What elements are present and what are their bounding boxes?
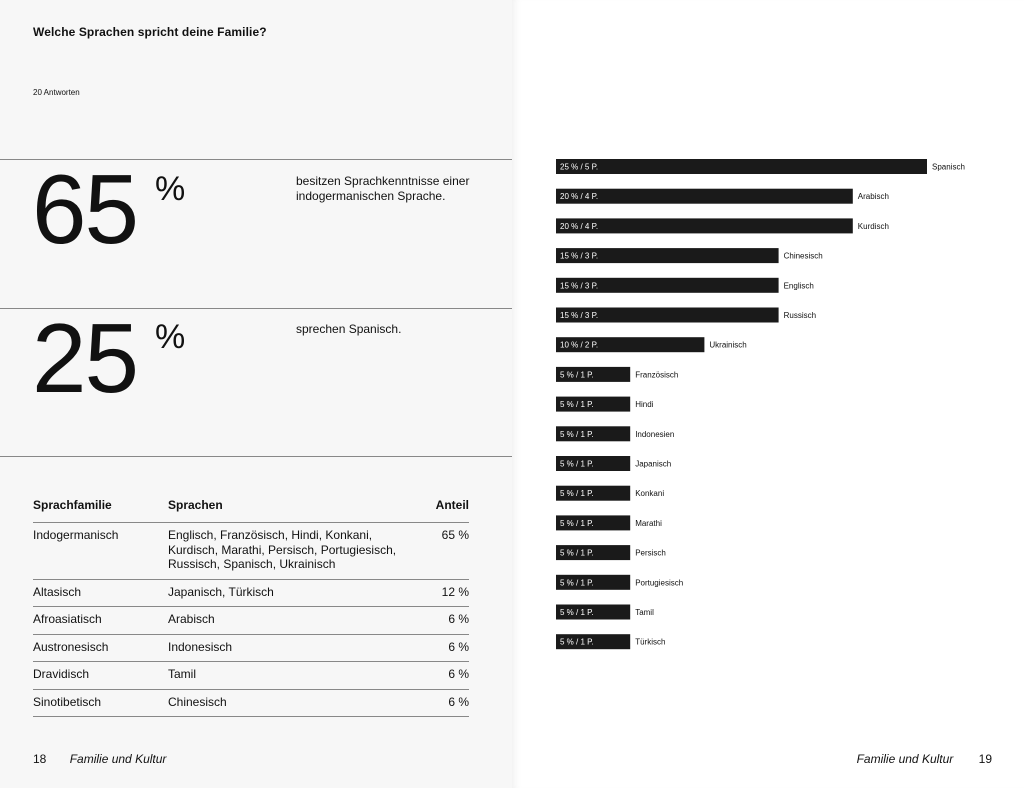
cell-share: 6 % [409,662,469,690]
cell-family: Dravidisch [33,662,168,690]
category-label: Russisch [783,311,817,320]
bar-value-label: 15 % / 3 P. [560,281,599,291]
cell-share: 12 % [409,579,469,607]
table-row [33,662,469,690]
category-label: Indonesien [635,429,675,439]
cell-languages: Indonesisch [168,634,409,662]
language-bar-chart [512,150,1024,660]
bar-value-label: 10 % / 2 P. [560,340,599,350]
cell-share: 65 % [409,523,469,580]
language-family-table [33,498,469,717]
bar-arabisch [556,189,853,204]
section-title: Familie und Kultur [69,752,167,766]
bar-spanisch [556,159,927,174]
bar-value-label: 5 % / 1 P. [560,400,594,410]
table-row [33,689,469,717]
category-label: Spanisch [932,162,965,172]
category-label: Hindi [635,400,654,410]
category-label: Ukrainisch [709,340,747,350]
category-label: Chinesisch [783,251,823,261]
cell-languages: Tamil [168,662,409,690]
category-label: Tamil [635,608,654,617]
category-label: Persisch [635,548,666,558]
response-count: 20 Antworten [33,88,80,97]
question-title: Welche Sprachen spricht deine Familie? [33,25,267,39]
stat2-unit: % [155,318,186,356]
bar-value-label: 25 % / 5 P. [560,162,599,172]
bar-value-label: 20 % / 4 P. [560,221,599,231]
cell-share: 6 % [409,634,469,662]
column-header-family: Sprachfamilie [33,498,168,523]
bar-value-label: 5 % / 1 P. [560,370,594,380]
category-label: Kurdisch [857,221,889,231]
stat1-value: 65 [32,154,138,264]
table-row [33,607,469,635]
cell-family: Indogermanisch [33,523,168,580]
stat1-text: besitzen Sprachkenntnisse einer indogermanischen Sprache. [296,174,470,203]
table-row [33,634,469,662]
stat2-value: 25 [32,303,138,413]
cell-family: Austronesisch [33,634,168,662]
page-number: 18 [33,752,47,766]
category-label: Marathi [635,518,662,528]
bar-value-label: 5 % / 1 P. [560,489,594,499]
stat1-unit: % [155,170,186,208]
category-label: Französisch [635,370,679,380]
right-footer [857,752,992,766]
bar-value-label: 15 % / 3 P. [560,311,599,320]
category-label: Arabisch [857,192,889,202]
cell-share: 6 % [409,689,469,717]
cell-family: Afroasiatisch [33,607,168,635]
bar-value-label: 5 % / 1 P. [560,548,594,558]
bar-value-label: 20 % / 4 P. [560,192,599,202]
bar-value-label: 15 % / 3 P. [560,251,599,261]
divider [0,456,512,457]
cell-family: Altasisch [33,579,168,607]
cell-share: 6 % [409,607,469,635]
table-header-row [33,498,469,523]
category-label: Englisch [783,281,814,291]
cell-languages: Englisch, Französisch, Hindi, Konkani, Kurdisch, Marathi, Persisch, Portugiesisch, Russisch, Spanisch, Ukrainisch [168,523,409,580]
cell-languages: Chinesisch [168,689,409,717]
cell-languages: Japanisch, Türkisch [168,579,409,607]
bar-value-label: 5 % / 1 P. [560,459,594,469]
bar-kurdisch [556,218,853,233]
bar-value-label: 5 % / 1 P. [560,608,594,617]
bar-value-label: 5 % / 1 P. [560,578,594,588]
column-header-languages: Sprachen [168,498,409,523]
category-label: Konkani [635,489,665,499]
page-number: 19 [978,752,992,766]
cell-languages: Arabisch [168,607,409,635]
table-row [33,579,469,607]
cell-family: Sinotibetisch [33,689,168,717]
bar-value-label: 5 % / 1 P. [560,518,594,528]
category-label: Türkisch [635,637,666,647]
bar-value-label: 5 % / 1 P. [560,429,594,439]
table-row [33,523,469,580]
column-header-share: Anteil [409,498,469,523]
bar-value-label: 5 % / 1 P. [560,637,594,647]
category-label: Japanisch [635,459,672,469]
left-footer [33,752,166,766]
stat2-text: sprechen Spanisch. [296,322,402,336]
category-label: Portugiesisch [635,578,684,588]
section-title: Familie und Kultur [856,752,954,766]
